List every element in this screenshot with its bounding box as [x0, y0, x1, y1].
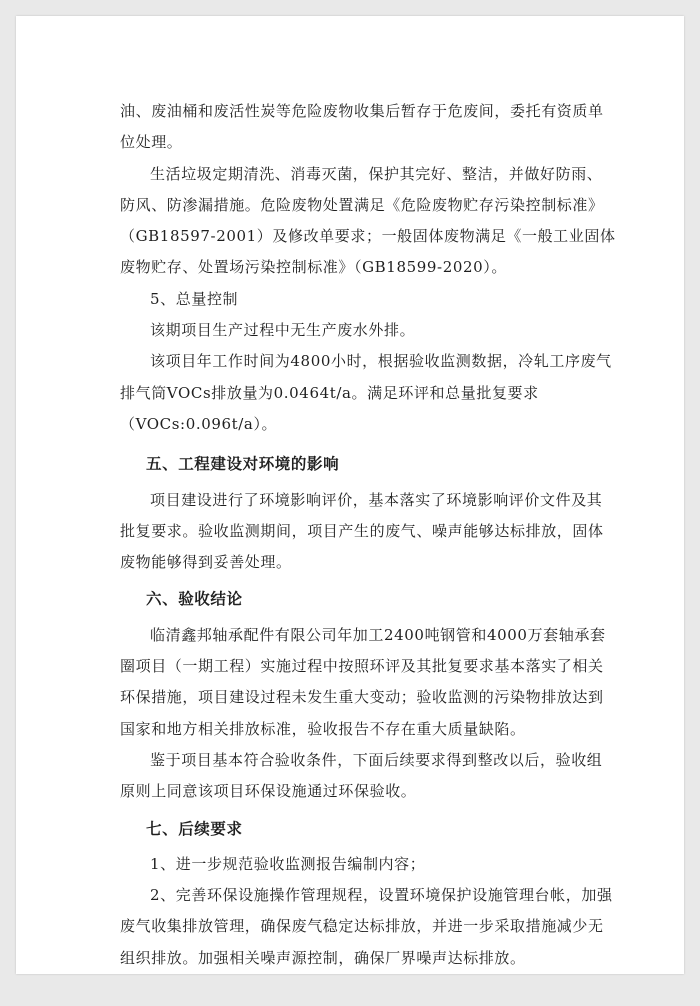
- heading-section-6: 六、验收结论: [146, 590, 243, 609]
- list-item-1: 1、进一步规范验收监测报告编制内容；: [150, 854, 426, 873]
- paragraph-no-wastewater: 该期项目生产过程中无生产废水外排。: [150, 321, 416, 340]
- document-page: [16, 16, 684, 974]
- heading-section-7: 七、后续要求: [146, 819, 243, 838]
- paragraph-hazardous-waste-continued: 油、废油桶和废活性炭等危险废物收集后暂存于危废间，委托有资质单位处理。: [120, 102, 604, 152]
- list-item-2: 2、完善环保设施操作管理规程，设置环境保护设施管理台帐，加强废气收集排放管理，确保废气稳定达标排放，并进一步采取措施减少无组织排放。加强相关噪声源控制，确保厂界噪声达标排放。: [120, 886, 613, 967]
- heading-section-5: 五、工程建设对环境的影响: [146, 455, 340, 474]
- document-body: [120, 96, 616, 974]
- paragraph-acceptance-agreement: 鉴于项目基本符合验收条件，下面后续要求得到整改以后，验收组原则上同意该项目环保设施通过环保验收。: [120, 750, 603, 801]
- subheading-total-control: 5、总量控制: [150, 289, 239, 308]
- paragraph-acceptance-conclusion: 临清鑫邦轴承配件有限公司年加工2400吨钢管和4000万套轴承套圈项目（一期工程）实施过程中按照环评及其批复要求基本落实了相关环保措施，项目建设过程未发生重大变动；验收监测的污染物排放达到国家和地方相关排放标准，验收报告不存在重大质量缺陷。: [120, 625, 606, 738]
- paragraph-domestic-waste: 生活垃圾定期清洗、消毒灭菌，保护其完好、整洁，并做好防雨、防风、防渗漏措施。危险废物处置满足《危险废物贮存污染控制标准》（GB18597-2001）及修改单要求；一般固体废物满足《一般工业固体废物贮存、处置场污染控制标准》（GB18599-2020）。: [120, 164, 616, 277]
- paragraph-vocs-emission: 该项目年工作时间为4800小时，根据验收监测数据，冷轧工序废气排气筒VOCs排放量为0.0464t/a。满足环评和总量批复要求（VOCs:0.096t/a）。: [120, 352, 612, 433]
- paragraph-environmental-impact: 项目建设进行了环境影响评价，基本落实了环境影响评价文件及其批复要求。验收监测期间，项目产生的废气、噪声能够达标排放，固体废物能够得到妥善处理。: [120, 490, 604, 572]
